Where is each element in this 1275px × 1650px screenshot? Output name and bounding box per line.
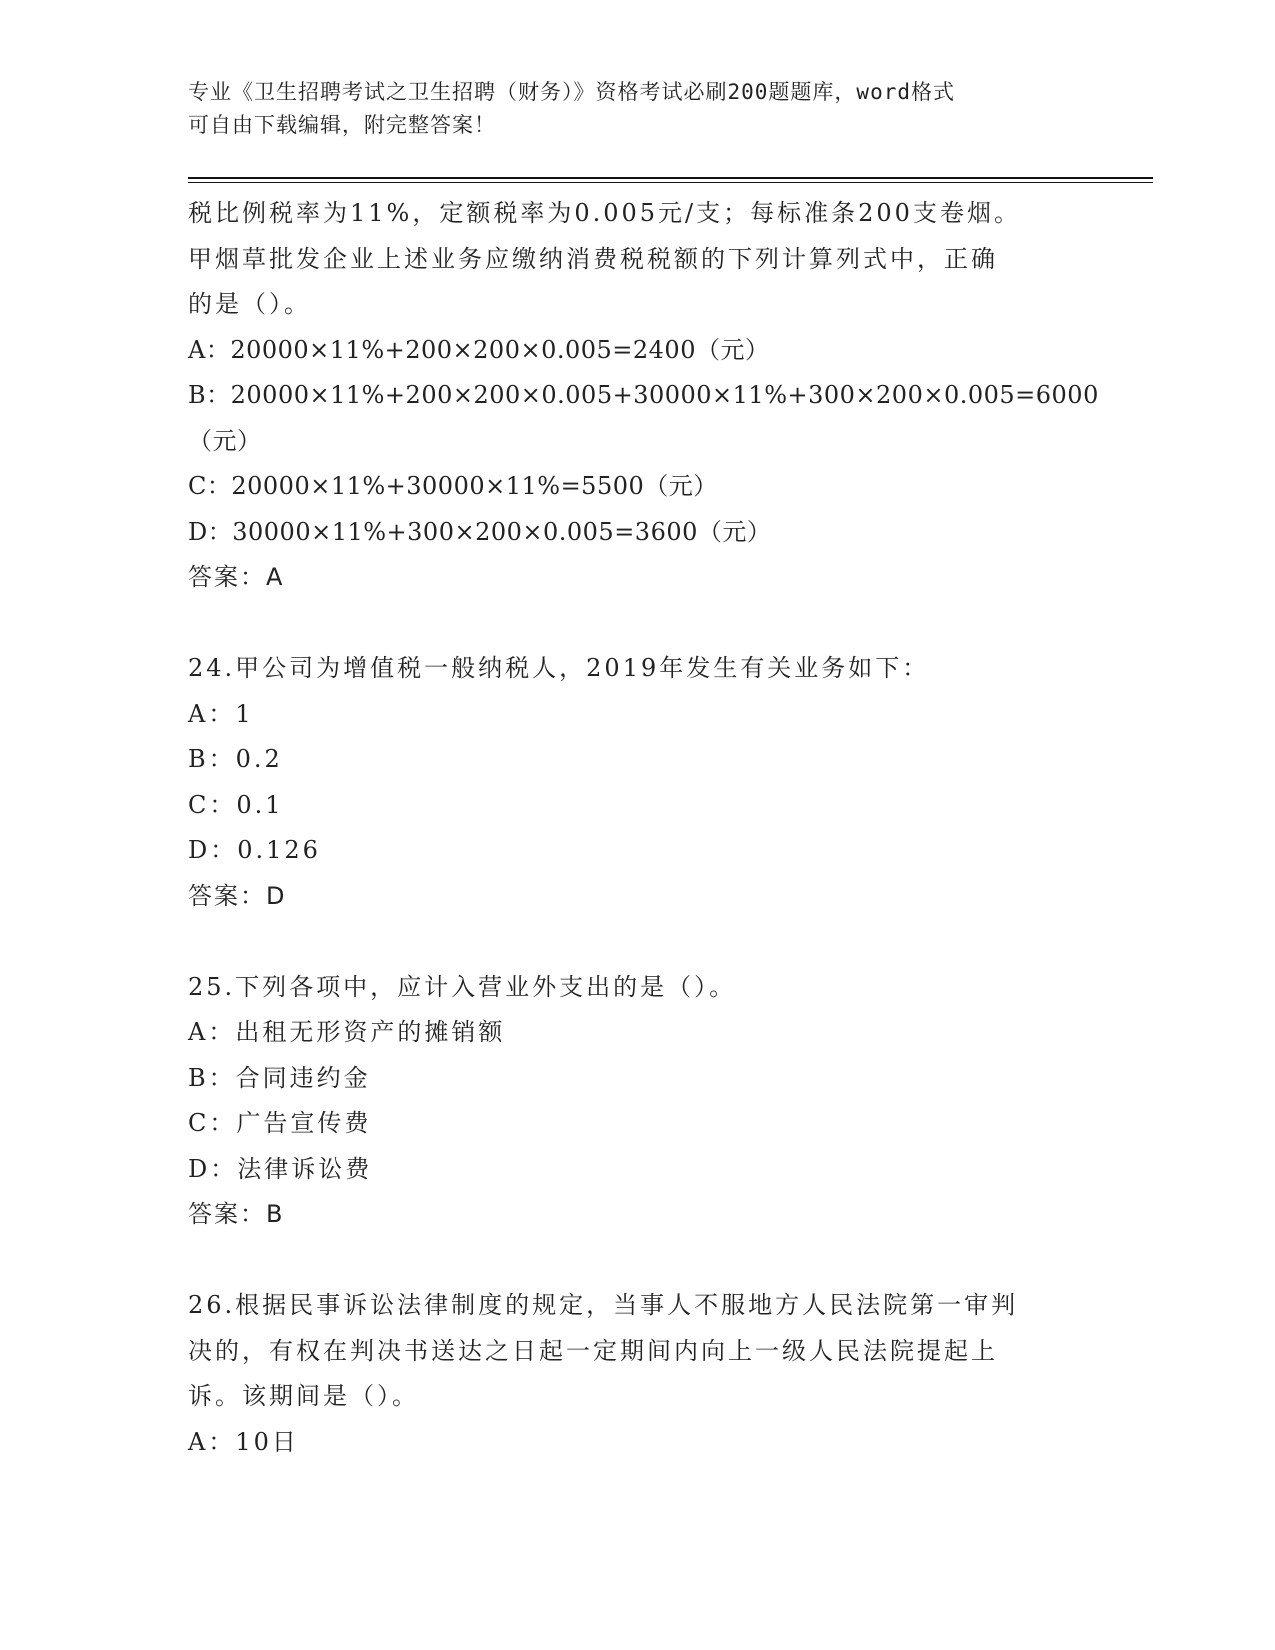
answer-line: 答案：B: [188, 1200, 285, 1228]
option-a: A：出租无形资产的摊销额: [188, 1018, 506, 1046]
document-header: [188, 76, 1068, 142]
option-a: A：1: [188, 699, 254, 728]
document-body: [188, 191, 1099, 1465]
question-stem: 决的，有权在判决书送达之日起一定期间内向上一级人民法院提起上: [188, 1336, 998, 1365]
question-stem: 的是（）。: [188, 290, 311, 318]
header-line-1: 专业《卫生招聘考试之卫生招聘（财务）》资格考试必刷200题题库，word格式: [188, 80, 955, 104]
option-b: B：0.2: [188, 745, 283, 773]
option-c: C：广告宣传费: [188, 1109, 372, 1137]
question-stem: 甲烟草批发企业上述业务应缴纳消费税税额的下列计算列式中，正确: [188, 244, 998, 273]
option-a: A：20000×11%+200×200×0.005=2400（元）: [188, 335, 770, 364]
option-d: D：法律诉讼费: [188, 1154, 373, 1183]
option-b: B：合同违约金: [188, 1063, 371, 1092]
answer-line: 答案：A: [188, 563, 285, 591]
question-25: [188, 965, 1088, 1238]
question-24: [188, 646, 1088, 919]
question-stem: 26.根据民事诉讼法律制度的规定，当事人不服地方人民法院第一审判: [188, 1291, 1019, 1319]
option-c: C：20000×11%+30000×11%=5500（元）: [188, 472, 718, 500]
option-b-continued: （元）: [188, 426, 262, 455]
question-stem: 25.下列各项中，应计入营业外支出的是（）。: [188, 972, 737, 1001]
option-c: C：0.1: [188, 790, 284, 819]
header-rule-thin: [188, 182, 1153, 183]
question-stem: 24.甲公司为增值税一般纳税人，2019年发生有关业务如下：: [188, 654, 930, 682]
question-23: [188, 191, 1099, 601]
option-a: A：10日: [188, 1427, 299, 1456]
header-rule-thick: [188, 177, 1153, 179]
question-stem: 诉。该期间是（）。: [188, 1382, 419, 1410]
header-line-2: 可自由下载编辑，附完整答案！: [188, 113, 496, 137]
question-26: [188, 1283, 1088, 1465]
option-d: D：0.126: [188, 836, 321, 864]
option-d: D：30000×11%+300×200×0.005=3600（元）: [188, 517, 772, 546]
answer-line: 答案：D: [188, 881, 287, 910]
question-stem: 税比例税率为11%，定额税率为0.005元/支；每标准条200支卷烟。: [188, 199, 1021, 227]
option-b: B：20000×11%+200×200×0.005+30000×11%+300×200×0.005=6000: [188, 381, 1099, 409]
